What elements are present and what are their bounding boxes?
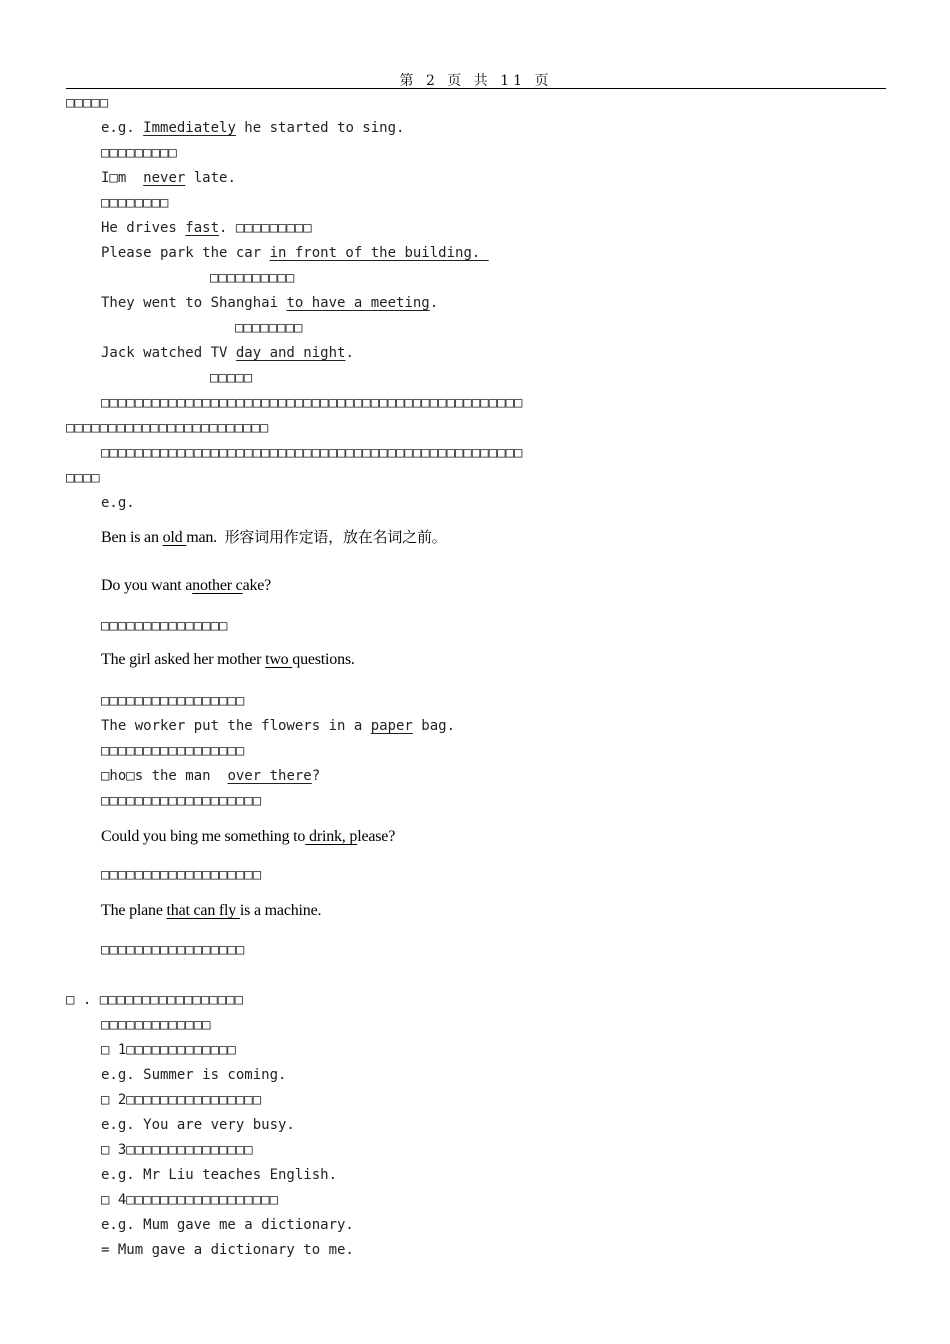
underlined-phrase: old [162,529,187,546]
example-line: The girl asked her mother two questions. [101,651,355,668]
example-line: = Mum gave a dictionary to me. [101,1242,354,1258]
example-line: e.g. Summer is coming. [101,1067,287,1083]
section-heading: □ . □□□□□□□□□□□□□□□□□ [66,992,244,1008]
underlined-phrase: over there [227,768,312,784]
annotation-line: □□□□□□□□□□□□□□□□□ [101,942,245,958]
underlined-phrase: paper [370,718,413,734]
list-item: □ 4□□□□□□□□□□□□□□□□□□ [101,1192,279,1208]
annotation-line: □□□□□□□□ [235,320,303,336]
example-line: Do you want another cake? [101,577,272,594]
underlined-phrase: in front of the building. [269,245,489,261]
example-line: □ho□s the man over there? [101,768,321,784]
paragraph-line: □□□□□□□□□□□□□□□□□□□□□□□□□□□□□□□□□□□□□□□□□□□□□□□□□□ [101,395,523,411]
example-line: They went to Shanghai to have a meeting. [101,295,439,311]
example-line: e.g. Mr Liu teaches English. [101,1167,338,1183]
chinese-note: 形容词用作定语，放在名词之前。 [224,528,447,546]
example-line: Ben is an old man. 形容词用作定语，放在名词之前。 [101,528,447,546]
underlined-phrase: nother c [192,577,243,594]
example-line: He drives fast. □□□□□□□□□ [101,220,312,236]
example-line: Could you bing me something to drink, please? [101,828,396,845]
underlined-phrase: drink, p [305,828,358,845]
underlined-phrase: fast [185,220,220,236]
underlined-phrase: that can fly [166,902,240,919]
underlined-phrase: to have a meeting [286,295,430,311]
example-label: e.g. [101,495,135,511]
annotation-line: □□□□□□□□□□□□□□□ [101,618,228,634]
example-line: The plane that can fly is a machine. [101,902,322,919]
page-header [66,70,886,90]
header-rule [66,88,886,89]
page-number-label: 第 2 页 共 11 页 [399,73,553,89]
example-line: e.g. Mum gave me a dictionary. [101,1217,354,1233]
underlined-phrase: day and night [235,345,346,361]
annotation-line: □□□□□□□□□□□□□□□□□□□ [101,793,262,809]
example-line: I□m never late. [101,170,236,186]
annotation-line: □□□□□□□□□□□□□□□□□ [101,693,245,709]
example-line: The worker put the flowers in a paper bag. [101,718,456,734]
annotation-line: □□□□□ [210,370,253,386]
text-line: □□□□□□□□□ [101,145,177,161]
underlined-phrase: never [143,170,186,186]
example-line: e.g. Immediately he started to sing. [101,120,405,136]
annotation-line: □□□□□□□□□□□□□□□□□□□ [101,867,262,883]
example-line: e.g. You are very busy. [101,1117,295,1133]
annotation-line: □□□□□□□□□□ [210,270,295,286]
example-line: Jack watched TV day and night. [101,345,354,361]
paragraph-line: □□□□□□□□□□□□□□□□□□□□□□□□□□□□□□□□□□□□□□□□□□□□□□□□□□ [101,445,523,461]
example-line: Please park the car in front of the building. [101,245,489,261]
text-line: □□□□□□□□ [101,195,169,211]
annotation-line: □□□□□□□□□□□□□□□□□ [101,743,245,759]
text-line: □□□□□□□□□□□□□ [101,1017,211,1033]
list-item: □ 3□□□□□□□□□□□□□□□ [101,1142,253,1158]
underlined-phrase: two [265,651,293,668]
text-line: □□□□□ [66,95,109,111]
underlined-phrase: Immediately [143,120,236,136]
paragraph-line: □□□□□□□□□□□□□□□□□□□□□□□□ [66,420,269,436]
list-item: □ 1□□□□□□□□□□□□□ [101,1042,236,1058]
list-item: □ 2□□□□□□□□□□□□□□□□ [101,1092,262,1108]
paragraph-line: □□□□ [66,470,100,486]
